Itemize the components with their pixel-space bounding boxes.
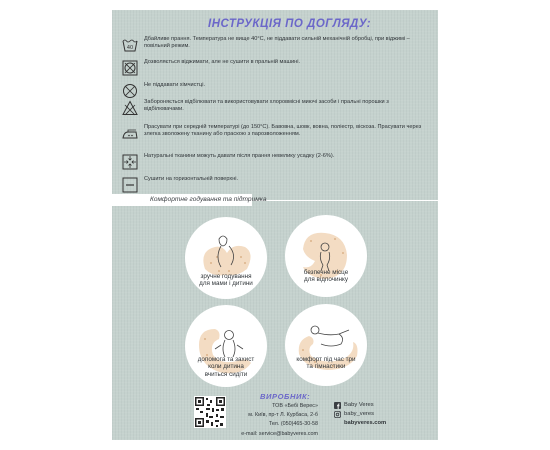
care-list bbox=[122, 36, 428, 193]
wash-40-icon bbox=[122, 37, 138, 53]
no-dry-clean-icon bbox=[122, 83, 138, 99]
facebook-icon bbox=[334, 402, 341, 409]
feature-circle-pregnancy bbox=[285, 304, 367, 386]
website-link: babyveres.com bbox=[344, 419, 387, 426]
care-item-text: Прасувати при середній температурі (до 150°С). Бавовна, шовк, вовна, поліестр, віскоза. Прасувати через злегка зволожену тканину або праскою з парозволоженням. bbox=[144, 124, 422, 137]
care-item bbox=[122, 153, 428, 173]
maker-details bbox=[234, 402, 318, 439]
maker-line: ТОВ «Бебі Верес» bbox=[272, 403, 318, 409]
care-item-text: Натуральні тканини можуть давати після прання невелику усадку (2-6%). bbox=[144, 153, 335, 159]
pregnancy-rest-icon bbox=[285, 304, 367, 386]
care-item-text: Забороняється відбілювати та використовувати хлоровмісні миючі засоби і пральні порошки з відбілювачами. bbox=[144, 99, 389, 112]
care-item bbox=[122, 99, 428, 121]
care-item-text: Дбайливе прання. Температура не вище 40°С, не піддавати сильній механічній обробці, при віджимі – повільний режим. bbox=[144, 36, 410, 49]
care-item-text: Сушити на горизонтальній поверхні. bbox=[144, 176, 239, 182]
tumble-dry-icon bbox=[122, 60, 138, 76]
care-item bbox=[122, 36, 428, 56]
feature-caption: безпечне місце для відпочинку bbox=[303, 269, 349, 284]
care-item bbox=[122, 59, 428, 79]
instruction-sheet bbox=[112, 10, 438, 440]
maker-line: Тел. (050)465-30-58 bbox=[268, 421, 318, 428]
maker-title: ВИРОБНИК: bbox=[260, 392, 311, 401]
care-item bbox=[122, 82, 428, 96]
dry-flat-icon bbox=[122, 177, 138, 193]
care-item bbox=[122, 124, 428, 150]
qr-code bbox=[194, 396, 226, 428]
facebook-link: Baby Veres bbox=[334, 401, 386, 410]
instagram-icon bbox=[334, 411, 341, 418]
maker-line: e-mail: service@babyveres.com bbox=[241, 430, 318, 437]
feature-circle-rest bbox=[285, 215, 367, 297]
feature-caption: комфорт під час три та гімнастики bbox=[296, 356, 356, 371]
banner-line bbox=[252, 200, 438, 201]
iron-medium-icon bbox=[122, 125, 138, 141]
care-item-text: Не піддавати хімчистці. bbox=[144, 82, 206, 88]
banner-text: Комфортне годування та підтримка bbox=[150, 196, 267, 203]
care-title: ІНСТРУКЦІЯ ПО ДОГЛЯДУ: bbox=[208, 18, 372, 30]
shrink-icon bbox=[122, 154, 138, 170]
social-links bbox=[334, 401, 386, 427]
no-bleach-icon bbox=[122, 100, 138, 116]
care-item bbox=[122, 176, 428, 190]
instagram-link: baby_veres bbox=[334, 410, 386, 419]
maker-line: м. Київ, пр-т Л. Курбаса, 2-б bbox=[248, 412, 318, 419]
care-item-text: Дозволяється віджимати, але не сушити в пральній машині. bbox=[144, 59, 300, 65]
feature-caption: допомога та захист коли дитина вчиться сидіти bbox=[197, 356, 255, 378]
feature-caption: зручне годування для мами і дитини bbox=[199, 273, 253, 288]
baby-rest-icon bbox=[285, 215, 367, 297]
svg-text:40: 40 bbox=[126, 45, 134, 51]
